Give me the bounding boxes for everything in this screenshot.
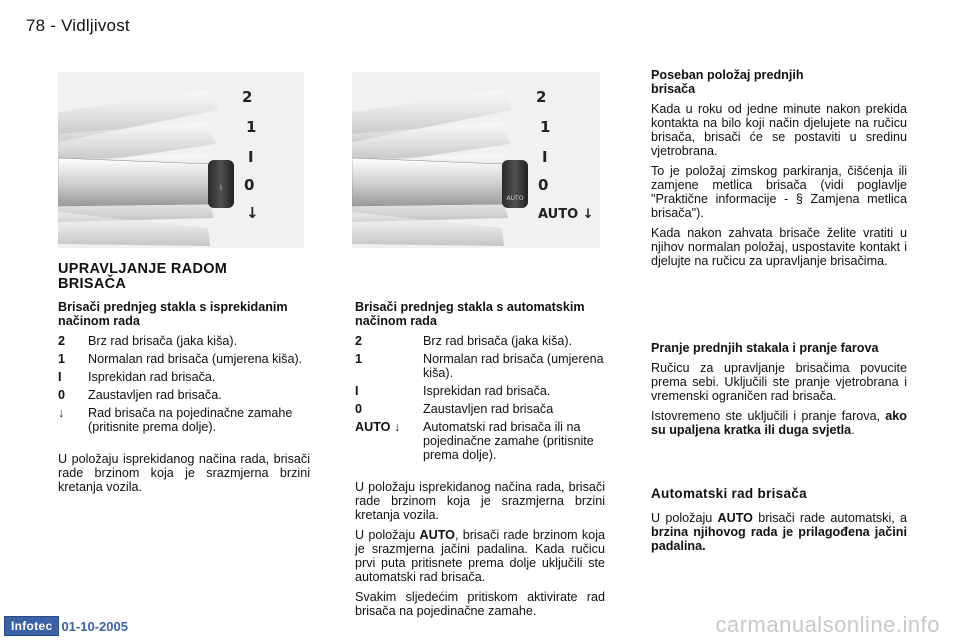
site-watermark: carmanualsonline.info: [715, 612, 940, 637]
item-key: 0: [355, 402, 363, 416]
list-item: [58, 352, 310, 366]
item-key: 2: [58, 334, 66, 348]
list-item: [355, 402, 605, 416]
right-block-special-position: [651, 68, 907, 274]
item-key: 1: [355, 352, 363, 366]
right-block-washing: [651, 341, 907, 443]
label-1: 1: [246, 118, 257, 136]
right-paragraph-1: Kada u roku od jedne minute nakon prekida kontakta na bilo koji način djelujete na ručicu brisača, brisači će se postaviti u sredinu vjetrobrana.: [651, 102, 907, 158]
item-key: 1: [58, 352, 66, 366]
mid-items: [355, 334, 605, 462]
item-desc: Rad brisača na pojedinačne zamahe (pritisnite prema dolje).: [88, 406, 293, 434]
right-paragraph-2: To je položaj zimskog parkiranja, čišćenja ili zamjene metlica brisača (vidi poglavlje "Praktične informacije - § Zamjena metlica brisača").: [651, 164, 907, 220]
right-paragraph-5: Istovremeno ste uključili i pranje farova, ako su upaljena kratka ili duga svjetla.: [651, 409, 907, 437]
item-key: I: [58, 370, 62, 384]
label-intermittent: I: [542, 148, 548, 166]
label-2: 2: [242, 88, 253, 106]
list-item: [355, 420, 605, 462]
item-desc: Brz rad brisača (jaka kiša).: [423, 334, 573, 348]
left-column: [58, 300, 310, 500]
infotec-logo: Infotec: [4, 616, 59, 636]
footer: [4, 616, 128, 636]
item-key: ↓: [58, 406, 65, 420]
item-desc: Isprekidan rad brisača.: [423, 384, 551, 398]
wiper-stalk-illustration-intermittent: [58, 72, 304, 248]
item-desc: Brz rad brisača (jaka kiša).: [88, 334, 238, 348]
item-desc: Isprekidan rad brisača.: [88, 370, 216, 384]
mid-paragraph-3: Svakim sljedećim pritiskom aktivirate rad brisača na pojedinačne zamahe.: [355, 590, 605, 618]
list-item: [355, 334, 605, 348]
left-items: [58, 334, 310, 434]
right-paragraph-6: U položaju AUTO brisači rade automatski, a brzina njihovog rada je prilagođena jačini padalina.: [651, 511, 907, 553]
list-item: [355, 384, 605, 398]
right-paragraph-3: Kada nakon zahvata brisače želite vratiti u njihov normalan položaj, uspostavite kontakt i djelujte na ručicu za upravljanje brisačima.: [651, 226, 907, 268]
list-item: [58, 406, 310, 434]
right-block-auto: [651, 487, 907, 559]
label-0: 0: [538, 176, 549, 194]
item-desc: Zaustavljen rad brisača.: [88, 388, 222, 402]
list-item: [58, 370, 310, 384]
item-desc: Automatski rad brisača ili na pojedinačne zamahe (pritisnite prema dolje).: [423, 420, 594, 462]
item-key: 0: [58, 388, 66, 402]
position-labels: [242, 88, 259, 222]
main-stalk: [58, 158, 234, 208]
item-desc: Normalan rad brisača (umjerena kiša).: [88, 352, 303, 366]
chapter-title: Vidljivost: [61, 16, 130, 35]
position-labels: [536, 88, 594, 222]
header-separator: -: [50, 16, 57, 35]
mid-paragraph-1: U položaju isprekidanog načina rada, brisači rade brzinom koja je srazmjerna brzini kretanja vozila.: [355, 480, 605, 522]
list-item: [355, 352, 605, 380]
middle-column: [355, 300, 605, 624]
right-heading-3: Automatski rad brisača: [651, 486, 807, 501]
list-item: [58, 334, 310, 348]
label-single: ↓: [246, 204, 259, 222]
main-stalk: [352, 158, 528, 208]
stalk-auto-text: AUTO: [506, 195, 524, 202]
right-paragraph-4: Ručicu za upravljanje brisačima povucite prema sebi. Uključili ste pranje vjetrobrana i vremenski ograničen rad brisača.: [651, 361, 907, 403]
footer-date: 01-10-2005: [61, 618, 128, 634]
item-key: AUTO ↓: [355, 420, 401, 434]
mid-paragraph-2: U položaju AUTO, brisači rade brzinom koja je srazmjerna jačini padalina. Kada ručicu prvi puta pritisnete prema dolje uključili ste automatski rad brisača.: [355, 528, 605, 584]
label-auto: AUTO ↓: [538, 207, 594, 222]
item-desc: Zaustavljen rad brisača: [423, 402, 554, 416]
right-heading-2: Pranje prednjih stakala i pranje farova: [651, 341, 879, 355]
left-paragraph: U položaju isprekidanog načina rada, brisači rade brzinom koja je srazmjerna brzini kretanja vozila.: [58, 452, 310, 494]
page-header: [26, 16, 130, 36]
svg-text:⌇: ⌇: [219, 184, 223, 192]
mid-heading: Brisači prednjeg stakla s automatskim načinom rada: [355, 300, 585, 328]
label-intermittent: I: [248, 148, 254, 166]
wiper-stalk-illustration-auto: [352, 72, 600, 248]
page-number: 78: [26, 16, 46, 35]
label-0: 0: [244, 176, 255, 194]
main-heading: UPRAVLJANJE RADOM BRISAČA: [58, 261, 228, 292]
label-1: 1: [540, 118, 551, 136]
item-key: I: [355, 384, 359, 398]
left-heading: Brisači prednjeg stakla s isprekidanim načinom rada: [58, 300, 288, 328]
item-desc: Normalan rad brisača (umjerena kiša).: [423, 352, 604, 380]
label-2: 2: [536, 88, 547, 106]
list-item: [58, 388, 310, 402]
right-heading-1: Poseban položaj prednjih brisača: [651, 68, 804, 96]
item-key: 2: [355, 334, 363, 348]
